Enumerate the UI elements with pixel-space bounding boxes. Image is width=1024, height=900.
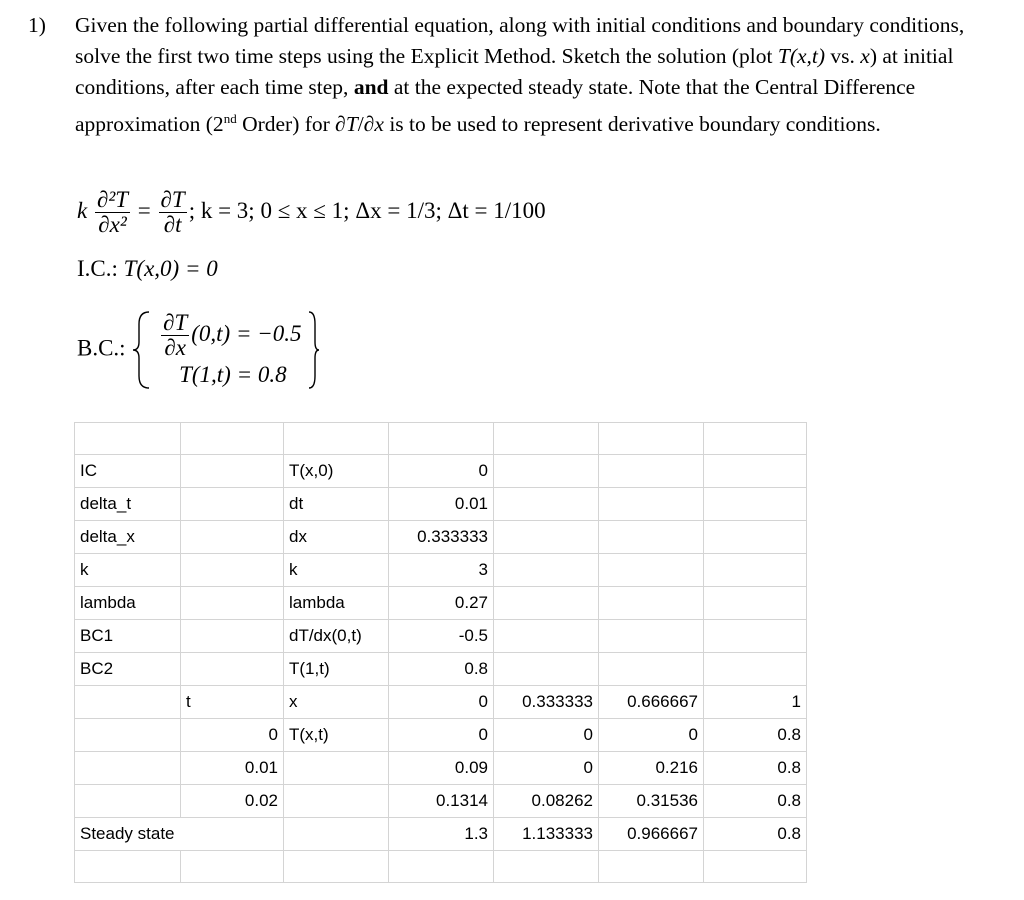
boundary-conditions: B.C.: $\frac{\partial T}{\partial x}$ (0,t) = −0.5 T(1,t) = 0.8	[77, 310, 321, 390]
d2t-dx2-fraction: $\frac{\text{∂²T}}{\text{∂x²}}$	[96, 187, 129, 237]
dt-dt-fraction: $\frac{\partial T}{\partial t}$	[160, 187, 185, 237]
table-row	[75, 423, 807, 455]
table-row: BC2 T(1,t) 0.8	[75, 653, 807, 686]
table-row: lambda lambda 0.27	[75, 587, 807, 620]
table-row: IC T(x,0) 0	[75, 455, 807, 488]
table-row: BC1 dT/dx(0,t) -0.5	[75, 620, 807, 653]
problem-text: Given the following partial differential equation, along with initial conditions and boundary conditions, solve the first two time steps using the Explicit Method. Sketch the solution (plot T(x,t) vs. x) at initial conditions, after each time step, and at the expected steady state. Note that the Central Difference approximation (2nd Order) for ∂T/∂x is to be used to represent derivative boundary conditions.	[75, 13, 965, 137]
table-row: delta_x dx 0.333333	[75, 521, 807, 554]
spreadsheet-table	[74, 422, 807, 883]
problem-statement	[28, 10, 1008, 140]
left-brace-icon	[131, 310, 153, 390]
table-row	[75, 851, 807, 883]
table-row: k k 3	[75, 554, 807, 587]
table-row: 0 T(x,t) 0 0 0 0.8	[75, 719, 807, 752]
table-row: Steady state 1.3 1.133333 0.966667 0.8	[75, 818, 807, 851]
initial-condition: I.C.: T(x,0) = 0	[77, 256, 218, 281]
table-row: 0.02 0.1314 0.08262 0.31536 0.8	[75, 785, 807, 818]
table-row: t x 0 0.333333 0.666667 1	[75, 686, 807, 719]
problem-number: 1)	[28, 13, 46, 37]
table-row: delta_t dt 0.01	[75, 488, 807, 521]
right-brace-icon	[307, 310, 321, 390]
pde-equation: k $\frac{\text{∂²T}}{\text{∂x²}}$ = $\frac{\partial T}{\partial t}$ ; k = 3; 0 ≤ x ≤ 1; Δx = 1/3; Δt = 1/100	[77, 187, 546, 237]
table-row: 0.01 0.09 0 0.216 0.8	[75, 752, 807, 785]
equation-params: ; k = 3; 0 ≤ x ≤ 1; Δx = 1/3; Δt = 1/100	[188, 197, 546, 223]
